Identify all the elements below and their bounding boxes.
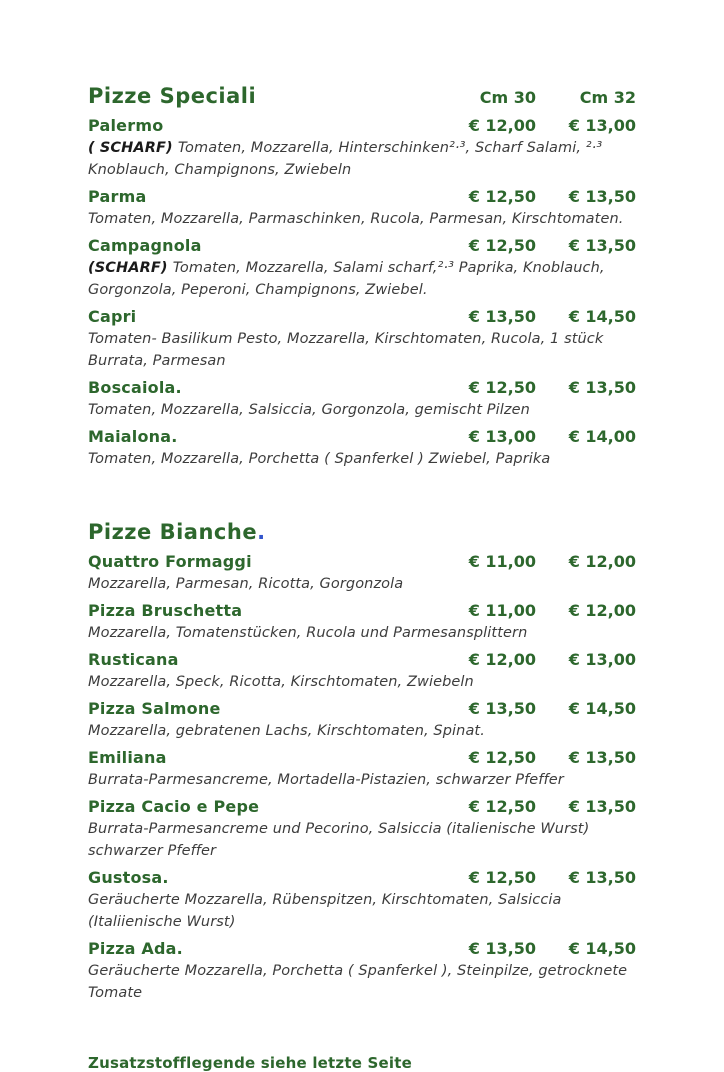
item-row xyxy=(88,187,636,206)
section-pizze-speciali xyxy=(88,84,636,470)
item-price-cm32: € 13,50 xyxy=(568,236,636,255)
item-price-cm30: € 11,00 xyxy=(468,552,536,571)
item-price-cm32: € 13,50 xyxy=(568,187,636,206)
menu-item-quattro-formaggi xyxy=(88,552,636,595)
item-scharf-prefix: (SCHARF) xyxy=(88,260,173,276)
item-description xyxy=(88,889,636,933)
item-name: Quattro Formaggi xyxy=(88,552,252,571)
item-description-text: Tomaten, Mozzarella, Parmaschinken, Rucola, Parmesan, Kirschtomaten. xyxy=(88,211,624,227)
item-name: Maialona. xyxy=(88,427,178,446)
menu-item-pizza-salmone xyxy=(88,699,636,742)
item-description-text: Tomaten, Mozzarella, Porchetta ( Spanferkel ) Zwiebel, Paprika xyxy=(88,451,551,467)
additives-legend-note: Zusatzstofflegende siehe letzte Seite xyxy=(88,1054,412,1072)
menu-item-palermo xyxy=(88,116,636,181)
item-name: Gustosa. xyxy=(88,868,169,887)
item-price-cm30: € 13,00 xyxy=(468,427,536,446)
item-row xyxy=(88,378,636,397)
item-name: Parma xyxy=(88,187,147,206)
item-description xyxy=(88,622,636,644)
item-row xyxy=(88,939,636,958)
item-description-text: Geräucherte Mozzarella, Rübenspitzen, Kirschtomaten, Salsiccia (Italiienische Wurst) xyxy=(88,892,562,930)
item-price-cm32: € 12,00 xyxy=(568,601,636,620)
item-description-text: Burrata-Parmesancreme, Mortadella-Pistazien, schwarzer Pfeffer xyxy=(88,772,564,788)
item-price-cm30: € 12,00 xyxy=(468,116,536,135)
menu-item-pizza-cacio-e-pepe xyxy=(88,797,636,862)
item-price-cm30: € 13,50 xyxy=(468,307,536,326)
item-name: Capri xyxy=(88,307,137,326)
item-row xyxy=(88,868,636,887)
menu-item-pizza-ada xyxy=(88,939,636,1004)
menu-item-gustosa xyxy=(88,868,636,933)
item-description-text: Mozzarella, Speck, Ricotta, Kirschtomaten, Zwiebeln xyxy=(88,674,474,690)
item-row xyxy=(88,748,636,767)
item-price-cm32: € 12,00 xyxy=(568,552,636,571)
item-price-cm32: € 13,00 xyxy=(568,116,636,135)
item-price-cm30: € 13,50 xyxy=(468,939,536,958)
section-title xyxy=(88,84,436,108)
item-price-cm30: € 12,50 xyxy=(468,187,536,206)
item-price-cm30: € 12,50 xyxy=(468,236,536,255)
item-description xyxy=(88,818,636,862)
menu-item-emiliana xyxy=(88,748,636,791)
item-description-text: Tomaten, Mozzarella, Salami scharf,²·³ Paprika, Knoblauch, Gorgonzola, Peperoni, Champignons, Zwiebel. xyxy=(88,260,605,298)
item-price-cm30: € 12,50 xyxy=(468,797,536,816)
item-row xyxy=(88,116,636,135)
item-name: Boscaiola. xyxy=(88,378,182,397)
item-row xyxy=(88,797,636,816)
menu-item-campagnola xyxy=(88,236,636,301)
item-name: Pizza Cacio e Pepe xyxy=(88,797,260,816)
item-price-cm32: € 13,00 xyxy=(568,650,636,669)
item-description xyxy=(88,208,636,230)
item-row xyxy=(88,601,636,620)
item-description xyxy=(88,257,636,301)
item-description-text: Tomaten- Basilikum Pesto, Mozzarella, Kirschtomaten, Rucola, 1 stück Burrata, Parmesan xyxy=(88,331,604,369)
section-header xyxy=(88,84,636,108)
item-description xyxy=(88,720,636,742)
item-row xyxy=(88,427,636,446)
item-description-text: Mozzarella, gebratenen Lachs, Kirschtomaten, Spinat. xyxy=(88,723,485,739)
item-description-text: Mozzarella, Tomatenstücken, Rucola und Parmesansplittern xyxy=(88,625,528,641)
section-title-text: Pizze Speciali xyxy=(88,84,257,108)
item-name: Pizza Ada. xyxy=(88,939,183,958)
item-row xyxy=(88,699,636,718)
menu-item-capri xyxy=(88,307,636,372)
column-header-cm32: Cm 32 xyxy=(579,88,636,107)
item-name: Pizza Salmone xyxy=(88,699,221,718)
menu-item-rusticana xyxy=(88,650,636,693)
menu-item-parma xyxy=(88,187,636,230)
item-description-text: Tomaten, Mozzarella, Hinterschinken²·³, Scharf Salami, ²·³ Knoblauch, Champignons, Zwiebeln xyxy=(88,140,603,178)
item-description xyxy=(88,960,636,1004)
item-price-cm32: € 14,50 xyxy=(568,939,636,958)
item-name: Pizza Bruschetta xyxy=(88,601,243,620)
item-name: Rusticana xyxy=(88,650,179,669)
menu-item-maialona xyxy=(88,427,636,470)
item-price-cm32: € 14,50 xyxy=(568,307,636,326)
item-description xyxy=(88,671,636,693)
section-title-text: Pizze Bianche xyxy=(88,520,258,544)
item-price-cm30: € 12,50 xyxy=(468,868,536,887)
section-title xyxy=(88,520,636,544)
section-header xyxy=(88,520,636,544)
item-name: Palermo xyxy=(88,116,164,135)
item-description-text: Burrata-Parmesancreme und Pecorino, Salsiccia (italienische Wurst) schwarzer Pfeffer xyxy=(88,821,590,859)
item-price-cm30: € 12,50 xyxy=(468,378,536,397)
item-price-cm32: € 14,00 xyxy=(568,427,636,446)
item-price-cm30: € 11,00 xyxy=(468,601,536,620)
item-price-cm30: € 12,50 xyxy=(468,748,536,767)
item-price-cm32: € 13,50 xyxy=(568,868,636,887)
column-header-cm30: Cm 30 xyxy=(479,88,536,107)
item-description xyxy=(88,399,636,421)
menu-item-pizza-bruschetta xyxy=(88,601,636,644)
item-price-cm30: € 13,50 xyxy=(468,699,536,718)
item-description xyxy=(88,137,636,181)
item-scharf-prefix: ( SCHARF) xyxy=(88,140,178,156)
item-description-text: Mozzarella, Parmesan, Ricotta, Gorgonzola xyxy=(88,576,404,592)
item-row xyxy=(88,236,636,255)
menu-item-boscaiola xyxy=(88,378,636,421)
item-price-cm32: € 14,50 xyxy=(568,699,636,718)
item-price-cm32: € 13,50 xyxy=(568,797,636,816)
item-description xyxy=(88,769,636,791)
item-description xyxy=(88,448,636,470)
item-row xyxy=(88,307,636,326)
item-description xyxy=(88,573,636,595)
item-row xyxy=(88,552,636,571)
item-description xyxy=(88,328,636,372)
item-price-cm32: € 13,50 xyxy=(568,378,636,397)
section-title-period: . xyxy=(257,520,266,544)
item-description-text: Geräucherte Mozzarella, Porchetta ( Spanferkel ), Steinpilze, getrocknete Tomate xyxy=(88,963,628,1001)
item-name: Emiliana xyxy=(88,748,167,767)
pizza-menu xyxy=(88,84,636,1072)
section-pizze-bianche xyxy=(88,520,636,1004)
item-price-cm32: € 13,50 xyxy=(568,748,636,767)
item-row xyxy=(88,650,636,669)
item-name: Campagnola xyxy=(88,236,202,255)
item-price-cm30: € 12,00 xyxy=(468,650,536,669)
item-description-text: Tomaten, Mozzarella, Salsiccia, Gorgonzola, gemischt Pilzen xyxy=(88,402,530,418)
